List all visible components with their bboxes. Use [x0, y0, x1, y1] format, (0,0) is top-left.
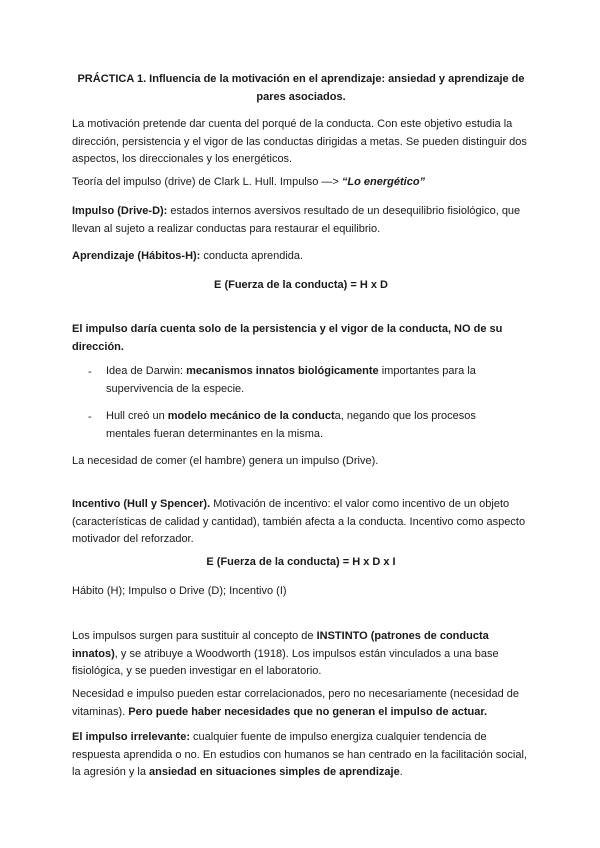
- incentive-text: Motivación de incentivo: el valor como incentivo de un objeto (características de calidad y cantidad), también afecta a la conducta. Incentivo como aspecto motivador del reforzador.: [72, 498, 526, 545]
- paragraph-motivation: La motivación pretende dar cuenta del porqué de la conducta. Con este objetivo estudia la dirección, persistencia y el vigor de las conductas dirigidas a metas. Se pueden distinguir dos aspectos, los direccionales y los energéticos.: [72, 118, 527, 165]
- irrelevant-term: El impulso irrelevante:: [72, 731, 190, 743]
- bullet-darwin-bold: mecanismos innatos biológicamente: [186, 365, 379, 377]
- paragraph-impulse-direction: El impulso daría cuenta solo de la persistencia y el vigor de la conducta, NO de su dirección.: [72, 323, 503, 353]
- bullet-darwin-rest: importantes para la supervivencia de la especie.: [106, 365, 476, 395]
- paragraph-hunger: La necesidad de comer (el hambre) genera un impulso (Drive).: [72, 455, 379, 467]
- learning-term: Aprendizaje (Hábitos-H):: [72, 250, 201, 262]
- formula-1: E (Fuerza de la conducta) = H x D: [214, 279, 388, 291]
- paragraph-learning-definition: [72, 248, 530, 266]
- bullet-dash-1: -: [88, 366, 92, 378]
- bullet-darwin: [106, 363, 506, 398]
- impulse-text: estados internos aversivos resultado de un desequilibrio fisiológico, que llevan al sujeto a realizar conductas para restaurar el equilibrio.: [72, 205, 521, 235]
- drive-theory-text: Teoría del impulso (drive) de Clark L. Hull. Impulso —>: [72, 176, 342, 188]
- instinct-lead: Los impulsos surgen para sustituir al concepto de: [72, 630, 317, 642]
- bullet-hull-rest: a, negando que los procesos mentales fueran determinantes en la misma.: [106, 410, 476, 440]
- bullet-dash-2: -: [88, 411, 92, 423]
- need-bold: Pero puede haber necesidades que no generan el impulso de actuar.: [128, 705, 488, 718]
- drive-theory-emphasis: “Lo energético”: [341, 176, 426, 188]
- incentive-term: Incentivo (Hull y Spencer).: [72, 498, 211, 510]
- paragraph-need-impulse: [72, 686, 530, 721]
- bullet-hull-bold: modelo mecánico de la conduct: [167, 410, 335, 422]
- bullet-darwin-lead: Idea de Darwin:: [106, 365, 187, 377]
- need-lead: Necesidad e impulso pueden estar correlacionados, pero no necesariamente (necesidad de vitaminas).: [72, 688, 519, 718]
- instinct-rest: , y se atribuye a Woodworth (1918). Los impulsos están vinculados a una base fisiológica, y se pueden investigar en el laboratorio.: [72, 647, 499, 677]
- document-title: PRÁCTICA 1. Influencia de la motivación en el aprendizaje: ansiedad y aprendizaje de pares asociados.: [77, 73, 525, 103]
- irrelevant-end: .: [399, 766, 403, 778]
- paragraph-drive-theory: [72, 174, 530, 192]
- paragraph-legend: Hábito (H); Impulso o Drive (D); Incentivo (I): [72, 585, 287, 597]
- learning-text: conducta aprendida.: [200, 250, 304, 262]
- bullet-hull: [106, 408, 506, 443]
- bullet-hull-lead: Hull creó un: [106, 410, 168, 422]
- impulse-term: Impulso (Drive-D):: [72, 205, 168, 217]
- irrelevant-text: cualquier fuente de impulso energiza cualquier tendencia de respuesta aprendida o no. En estudios con humanos se han centrado en la facilitación social, la agresión y la: [72, 731, 527, 778]
- paragraph-instinct: [72, 628, 530, 681]
- instinct-bold: INSTINTO (patrones de conducta innatos): [72, 630, 489, 660]
- formula-2: E (Fuerza de la conducta) = H x D x I: [206, 556, 396, 568]
- paragraph-incentive: [72, 496, 530, 549]
- paragraph-irrelevant-impulse: [72, 729, 530, 782]
- irrelevant-bold: ansiedad en situaciones simples de aprendizaje: [149, 766, 400, 778]
- paragraph-impulse-definition: [72, 203, 530, 238]
